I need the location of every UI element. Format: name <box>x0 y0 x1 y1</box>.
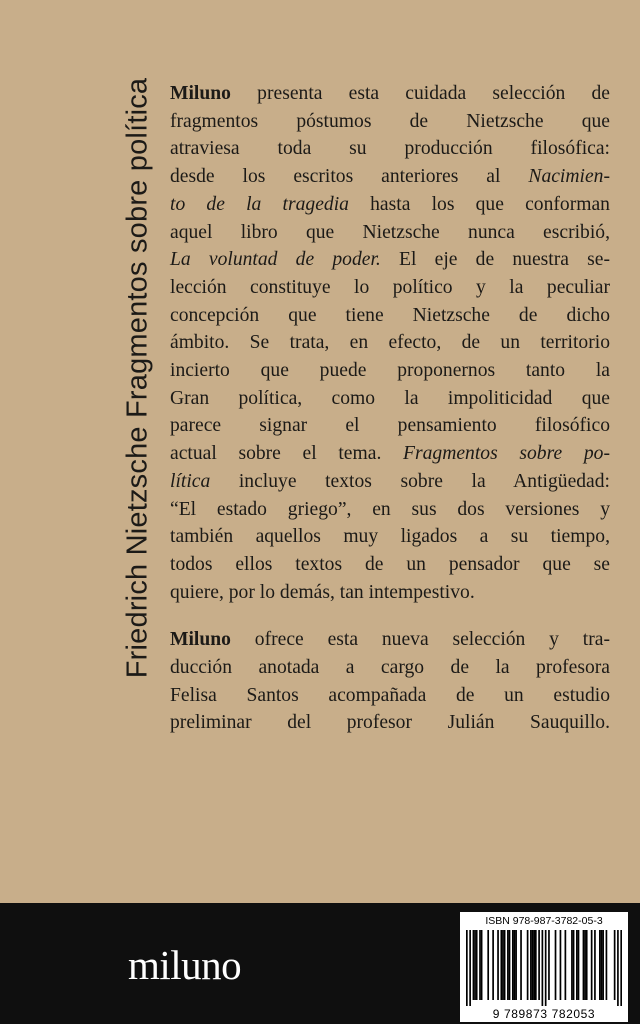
barcode-bar <box>497 930 499 1000</box>
blurb-line: La voluntad de poder. El eje de nuestra se- <box>170 249 610 271</box>
blurb-line: preliminar del profesor Julián Sauquillo. <box>170 712 610 734</box>
barcode-bar <box>535 930 537 1000</box>
blurb-line: Felisa Santos acompañada de un estudio <box>170 684 610 706</box>
blurb-line: to de la tragedia hasta los que conforman <box>170 193 610 215</box>
barcode-bar <box>515 930 517 1000</box>
barcode-bar <box>479 930 481 1000</box>
blurb-line: actual sobre el tema. Fragmentos sobre po- <box>170 443 610 465</box>
barcode-bar <box>514 930 516 1000</box>
barcode-bar <box>614 930 616 1000</box>
barcode-bar <box>606 930 608 1000</box>
barcode-bar <box>594 930 596 1000</box>
blurb-paragraph-1 <box>170 80 610 606</box>
blurb-paragraph-2 <box>170 626 610 737</box>
blurb-line: todos ellos textos de un pensador que se <box>170 553 610 575</box>
blurb-line: Miluno ofrece esta nueva selección y tra- <box>170 629 610 651</box>
blurb-line: fragmentos póstumos de Nietzsche que <box>170 110 610 132</box>
vertical-title-area <box>118 77 158 678</box>
blurb-line: Gran política, como la impoliticidad que <box>170 387 610 409</box>
blurb-line: Miluno presenta esta cuidada selección de <box>170 83 610 104</box>
barcode-bar <box>481 930 483 1000</box>
barcode-bar <box>476 930 478 1000</box>
barcode-bar <box>571 930 573 1000</box>
isbn-digits: 9 789873 782053 <box>492 1007 596 1021</box>
barcode-bar <box>512 930 514 1000</box>
barcode-bar <box>532 930 534 1000</box>
barcode-bar <box>545 930 547 1006</box>
barcode-bar <box>555 930 557 1000</box>
barcode-bar <box>527 930 529 1000</box>
blurb-line: aquel libro que Nietzsche nunca escribió, <box>170 221 610 243</box>
barcode-icon <box>466 930 622 1006</box>
blurb-line: también aquellos muy ligados a su tiempo, <box>170 526 610 548</box>
barcode-bar <box>487 930 489 1000</box>
barcode-box <box>460 912 628 1022</box>
barcode-bar <box>565 930 567 1000</box>
barcode-bar <box>573 930 575 1000</box>
barcode-bar <box>507 930 509 1000</box>
publisher-logo: miluno <box>128 942 242 988</box>
barcode-bar <box>578 930 580 1000</box>
barcode-bar <box>602 930 604 1000</box>
barcode-bar <box>586 930 588 1000</box>
brand-name: Miluno <box>170 629 231 651</box>
barcode-bar <box>504 930 506 1000</box>
barcode-bar <box>466 930 468 1006</box>
barcode-bar <box>584 930 586 1000</box>
barcode-bar <box>502 930 504 1000</box>
barcode-bar <box>617 930 619 1006</box>
barcode-bar <box>548 930 550 1000</box>
barcode-bar <box>601 930 603 1000</box>
barcode-bar <box>542 930 544 1006</box>
barcode-bar <box>583 930 585 1000</box>
barcode-bar <box>533 930 535 1000</box>
barcode-bar <box>474 930 476 1000</box>
blurb-line: parece signar el pensamiento filosófico <box>170 415 610 437</box>
isbn-label: ISBN 978-987-3782-05-3 <box>485 915 603 927</box>
barcode-bar <box>538 930 540 1000</box>
blurb-line: ducción anotada a cargo de la profesora <box>170 657 610 679</box>
blurb-line: “El estado griego”, en sus dos versiones y <box>170 498 610 520</box>
blurb-line: desde los escritos anteriores al Nacimien- <box>170 166 610 188</box>
barcode-bar <box>530 930 532 1000</box>
blurb-line: lección constituye lo político y la peculiar <box>170 276 610 298</box>
blurb-line: atraviesa toda su producción filosófica: <box>170 138 610 160</box>
barcode-bar <box>500 930 502 1000</box>
barcode-bar <box>469 930 471 1006</box>
vertical-book-title: Friedrich Nietzsche Fragmentos sobre política <box>121 77 154 678</box>
blurb-line: incierto que puede proponernos tanto la <box>170 360 610 382</box>
barcode-bar <box>509 930 511 1000</box>
barcode-bar <box>520 930 522 1000</box>
blurb-line: concepción que tiene Nietzsche de dicho <box>170 304 610 326</box>
barcode-bar <box>576 930 578 1000</box>
barcode-bar <box>620 930 622 1006</box>
barcode-bar <box>591 930 593 1000</box>
blurb-line: quiere, por lo demás, tan intempestivo. <box>170 581 475 603</box>
blurb-line: lítica incluye textos sobre la Antigüedad: <box>170 470 610 492</box>
barcode-bar <box>560 930 562 1000</box>
brand-name: Miluno <box>170 83 231 104</box>
blurb-line: ámbito. Se trata, en efecto, de un territorio <box>170 332 610 354</box>
barcode-bar <box>473 930 475 1000</box>
barcode-bar <box>599 930 601 1000</box>
barcode-bar <box>492 930 494 1000</box>
cover-blurb <box>170 80 610 737</box>
